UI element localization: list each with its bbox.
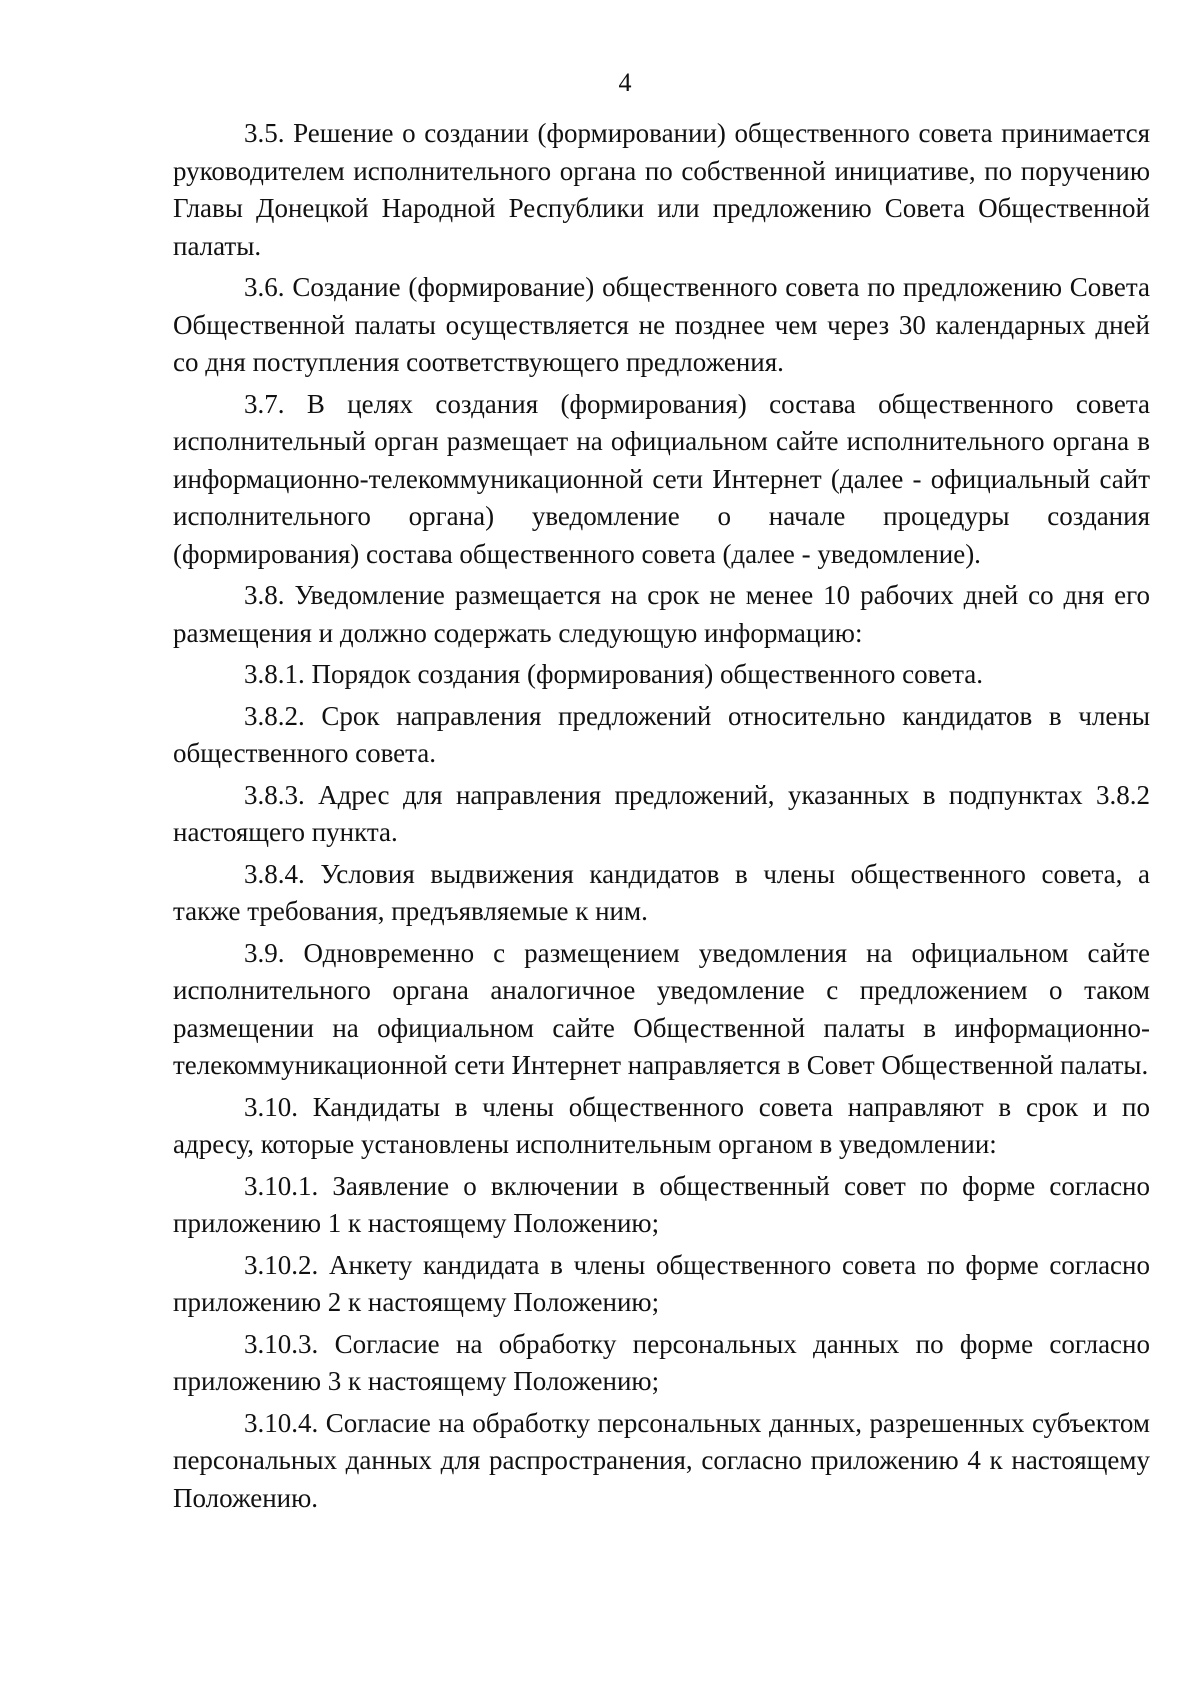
paragraph-3-8: 3.8. Уведомление размещается на срок не менее 10 рабочих дней со дня его размещения и должно содержать следующую информацию: xyxy=(173,580,1150,648)
paragraph-3-9: 3.9. Одновременно с размещением уведомления на официальном сайте исполнительного органа аналогичное уведомление с предложением о таком размещении на официальном сайте Общественной палаты в информационно-телекоммуникационной сети Интернет направляется в Совет Общественной палаты. xyxy=(173,937,1150,1080)
paragraph-3-10-4: 3.10.4. Согласие на обработку персональных данных, разрешенных субъектом персональных данных для распространения, согласно приложению 4 к настоящему Положению. xyxy=(173,1407,1150,1513)
paragraph-3-6: 3.6. Создание (формирование) общественного совета по предложению Совета Общественной палаты осуществляется не позднее чем через 30 календарных дней со дня поступления соответствующего предложения. xyxy=(173,272,1150,377)
page-number: 4 xyxy=(618,68,632,97)
paragraph-3-8-4: 3.8.4. Условия выдвижения кандидатов в члены общественного совета, а также требования, предъявляемые к ним. xyxy=(173,858,1150,926)
paragraph-3-7: 3.7. В целях создания (формирования) состава общественного совета исполнительный орган размещает на официальном сайте исполнительного органа в информационно-телекоммуникационной сети Интернет (далее - официальный сайт исполнительного органа) уведомление о начале процедуры создания (формирования) состава общественного совета (далее - уведомление). xyxy=(173,388,1150,569)
document-body xyxy=(173,115,1150,1521)
paragraph-3-10-1: 3.10.1. Заявление о включении в общественный совет по форме согласно приложению 1 к настоящему Положению; xyxy=(173,1170,1150,1238)
paragraph-3-10-2: 3.10.2. Анкету кандидата в члены общественного совета по форме согласно приложению 2 к настоящему Положению; xyxy=(173,1249,1150,1317)
paragraph-3-5: 3.5. Решение о создании (формировании) общественного совета принимается руководителем исполнительного органа по собственной инициативе, по поручению Главы Донецкой Народной Республики или предложению Совета Общественной палаты. xyxy=(173,118,1150,261)
paragraph-3-8-3: 3.8.3. Адрес для направления предложений, указанных в подпунктах 3.8.2 настоящего пункта. xyxy=(173,779,1150,847)
paragraph-3-10-3: 3.10.3. Согласие на обработку персональных данных по форме согласно приложению 3 к настоящему Положению; xyxy=(173,1328,1150,1396)
paragraph-3-8-1: 3.8.1. Порядок создания (формирования) общественного совета. xyxy=(244,659,984,689)
paragraph-3-10: 3.10. Кандидаты в члены общественного совета направляют в срок и по адресу, которые установлены исполнительным органом в уведомлении: xyxy=(173,1091,1150,1159)
paragraph-3-8-2: 3.8.2. Срок направления предложений относительно кандидатов в члены общественного совета. xyxy=(173,700,1150,768)
